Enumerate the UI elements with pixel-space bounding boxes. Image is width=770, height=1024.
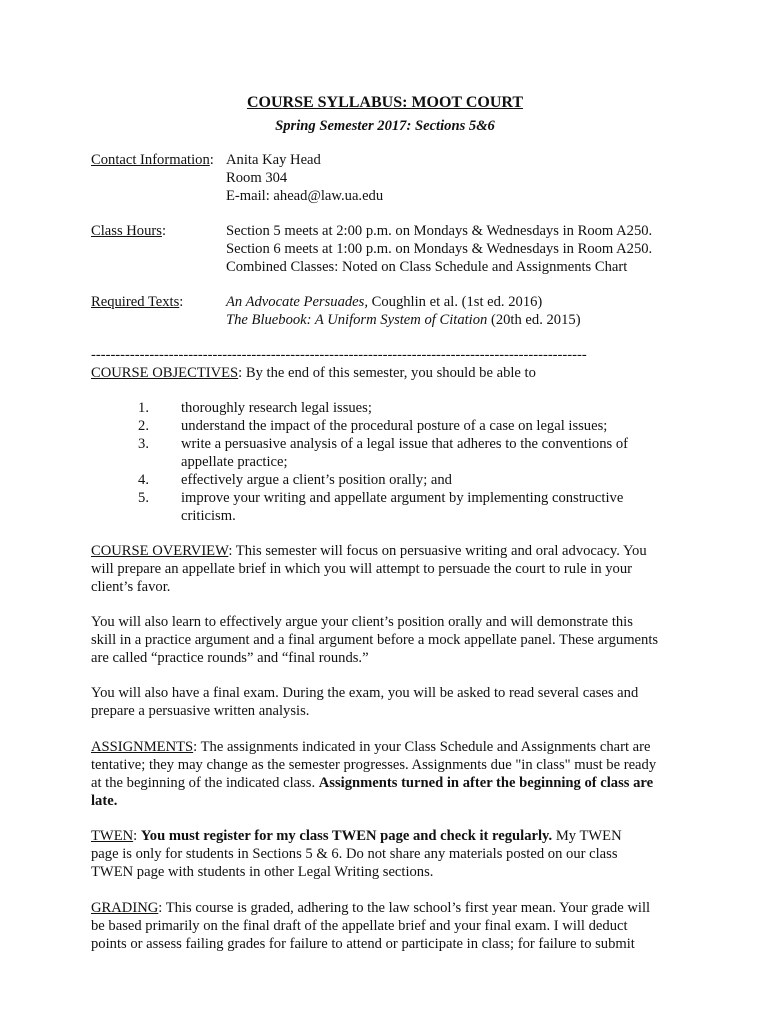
list-item-continued: appellate practice; <box>181 454 288 470</box>
overview-paragraph: COURSE OVERVIEW: This semester will focus on persuasive writing and oral advocacy. You <box>91 543 647 559</box>
list-item: improve your writing and appellate argument by implementing constructive <box>181 490 624 506</box>
assignments-line: at the beginning of the indicated class. Assignments turned in after the beginning of class are <box>91 775 654 791</box>
grading-paragraph: GRADING: This course is graded, adhering to the law school’s first year mean. Your grade will <box>91 900 651 916</box>
twen-paragraph: TWEN: You must register for my class TWEN page and check it regularly. My TWEN <box>91 828 622 844</box>
required-texts-label: Required Texts: <box>91 294 184 310</box>
list-item: understand the impact of the procedural posture of a case on legal issues; <box>181 418 608 434</box>
twen-line: page is only for students in Sections 5 & 6. Do not share any materials posted on our class <box>91 846 618 862</box>
grading-line: be based primarily on the final draft of the appellate brief and your final exam. I will deduct <box>91 918 628 934</box>
overview-line: You will also learn to effectively argue your client’s position orally and will demonstrate this <box>91 614 633 630</box>
overview-line: are called “practice rounds” and “final rounds.” <box>91 650 369 666</box>
contact-name: Anita Kay Head <box>226 152 321 168</box>
required-text-1: An Advocate Persuades, Coughlin et al. (1st ed. 2016) <box>226 294 543 310</box>
contact-room: Room 304 <box>226 170 288 186</box>
twen-line: TWEN page with students in other Legal Writing sections. <box>91 864 434 880</box>
list-item: write a persuasive analysis of a legal issue that adheres to the conventions of <box>181 436 628 452</box>
class-hours-line: Section 6 meets at 1:00 p.m. on Mondays & Wednesdays in Room A250. <box>226 241 653 257</box>
class-hours-line: Section 5 meets at 2:00 p.m. on Mondays & Wednesdays in Room A250. <box>226 223 653 239</box>
page-subtitle: Spring Semester 2017: Sections 5&6 <box>275 118 495 134</box>
overview-line: prepare a persuasive written analysis. <box>91 703 310 719</box>
overview-line: client’s favor. <box>91 579 171 595</box>
contact-label: Contact Information: <box>91 152 214 168</box>
class-hours-line: Combined Classes: Noted on Class Schedule and Assignments Chart <box>226 259 628 275</box>
list-number: 1. <box>138 400 149 416</box>
list-item: thoroughly research legal issues; <box>181 400 372 416</box>
overview-line: will prepare an appellate brief in which you will attempt to persuade the court to rule in your <box>91 561 633 577</box>
section-divider: ------------------------------------------------------------------------------------------------------ <box>91 347 587 363</box>
assignments-line: late. <box>91 793 118 809</box>
grading-line: points or assess failing grades for failure to attend or participate in class; for failure to submit <box>91 936 635 952</box>
overview-line: You will also have a final exam. During the exam, you will be asked to read several cases and <box>91 685 639 701</box>
overview-line: skill in a practice argument and a final argument before a mock appellate panel. These arguments <box>91 632 659 648</box>
list-number: 5. <box>138 490 149 506</box>
list-number: 3. <box>138 436 149 452</box>
class-hours-label: Class Hours: <box>91 223 167 239</box>
list-number: 4. <box>138 472 149 488</box>
list-number: 2. <box>138 418 149 434</box>
list-item-continued: criticism. <box>181 508 236 524</box>
assignments-paragraph: ASSIGNMENTS: The assignments indicated in your Class Schedule and Assignments chart are <box>91 739 651 755</box>
assignments-line: tentative; they may change as the semester progresses. Assignments due "in class" must be ready <box>91 757 657 773</box>
list-item: effectively argue a client’s position orally; and <box>181 472 452 488</box>
required-text-2: The Bluebook: A Uniform System of Citation (20th ed. 2015) <box>226 312 581 328</box>
contact-email: E-mail: ahead@law.ua.edu <box>226 188 384 204</box>
objectives-intro: COURSE OBJECTIVES: By the end of this semester, you should be able to <box>91 365 536 381</box>
page-title: COURSE SYLLABUS: MOOT COURT <box>246 94 524 111</box>
